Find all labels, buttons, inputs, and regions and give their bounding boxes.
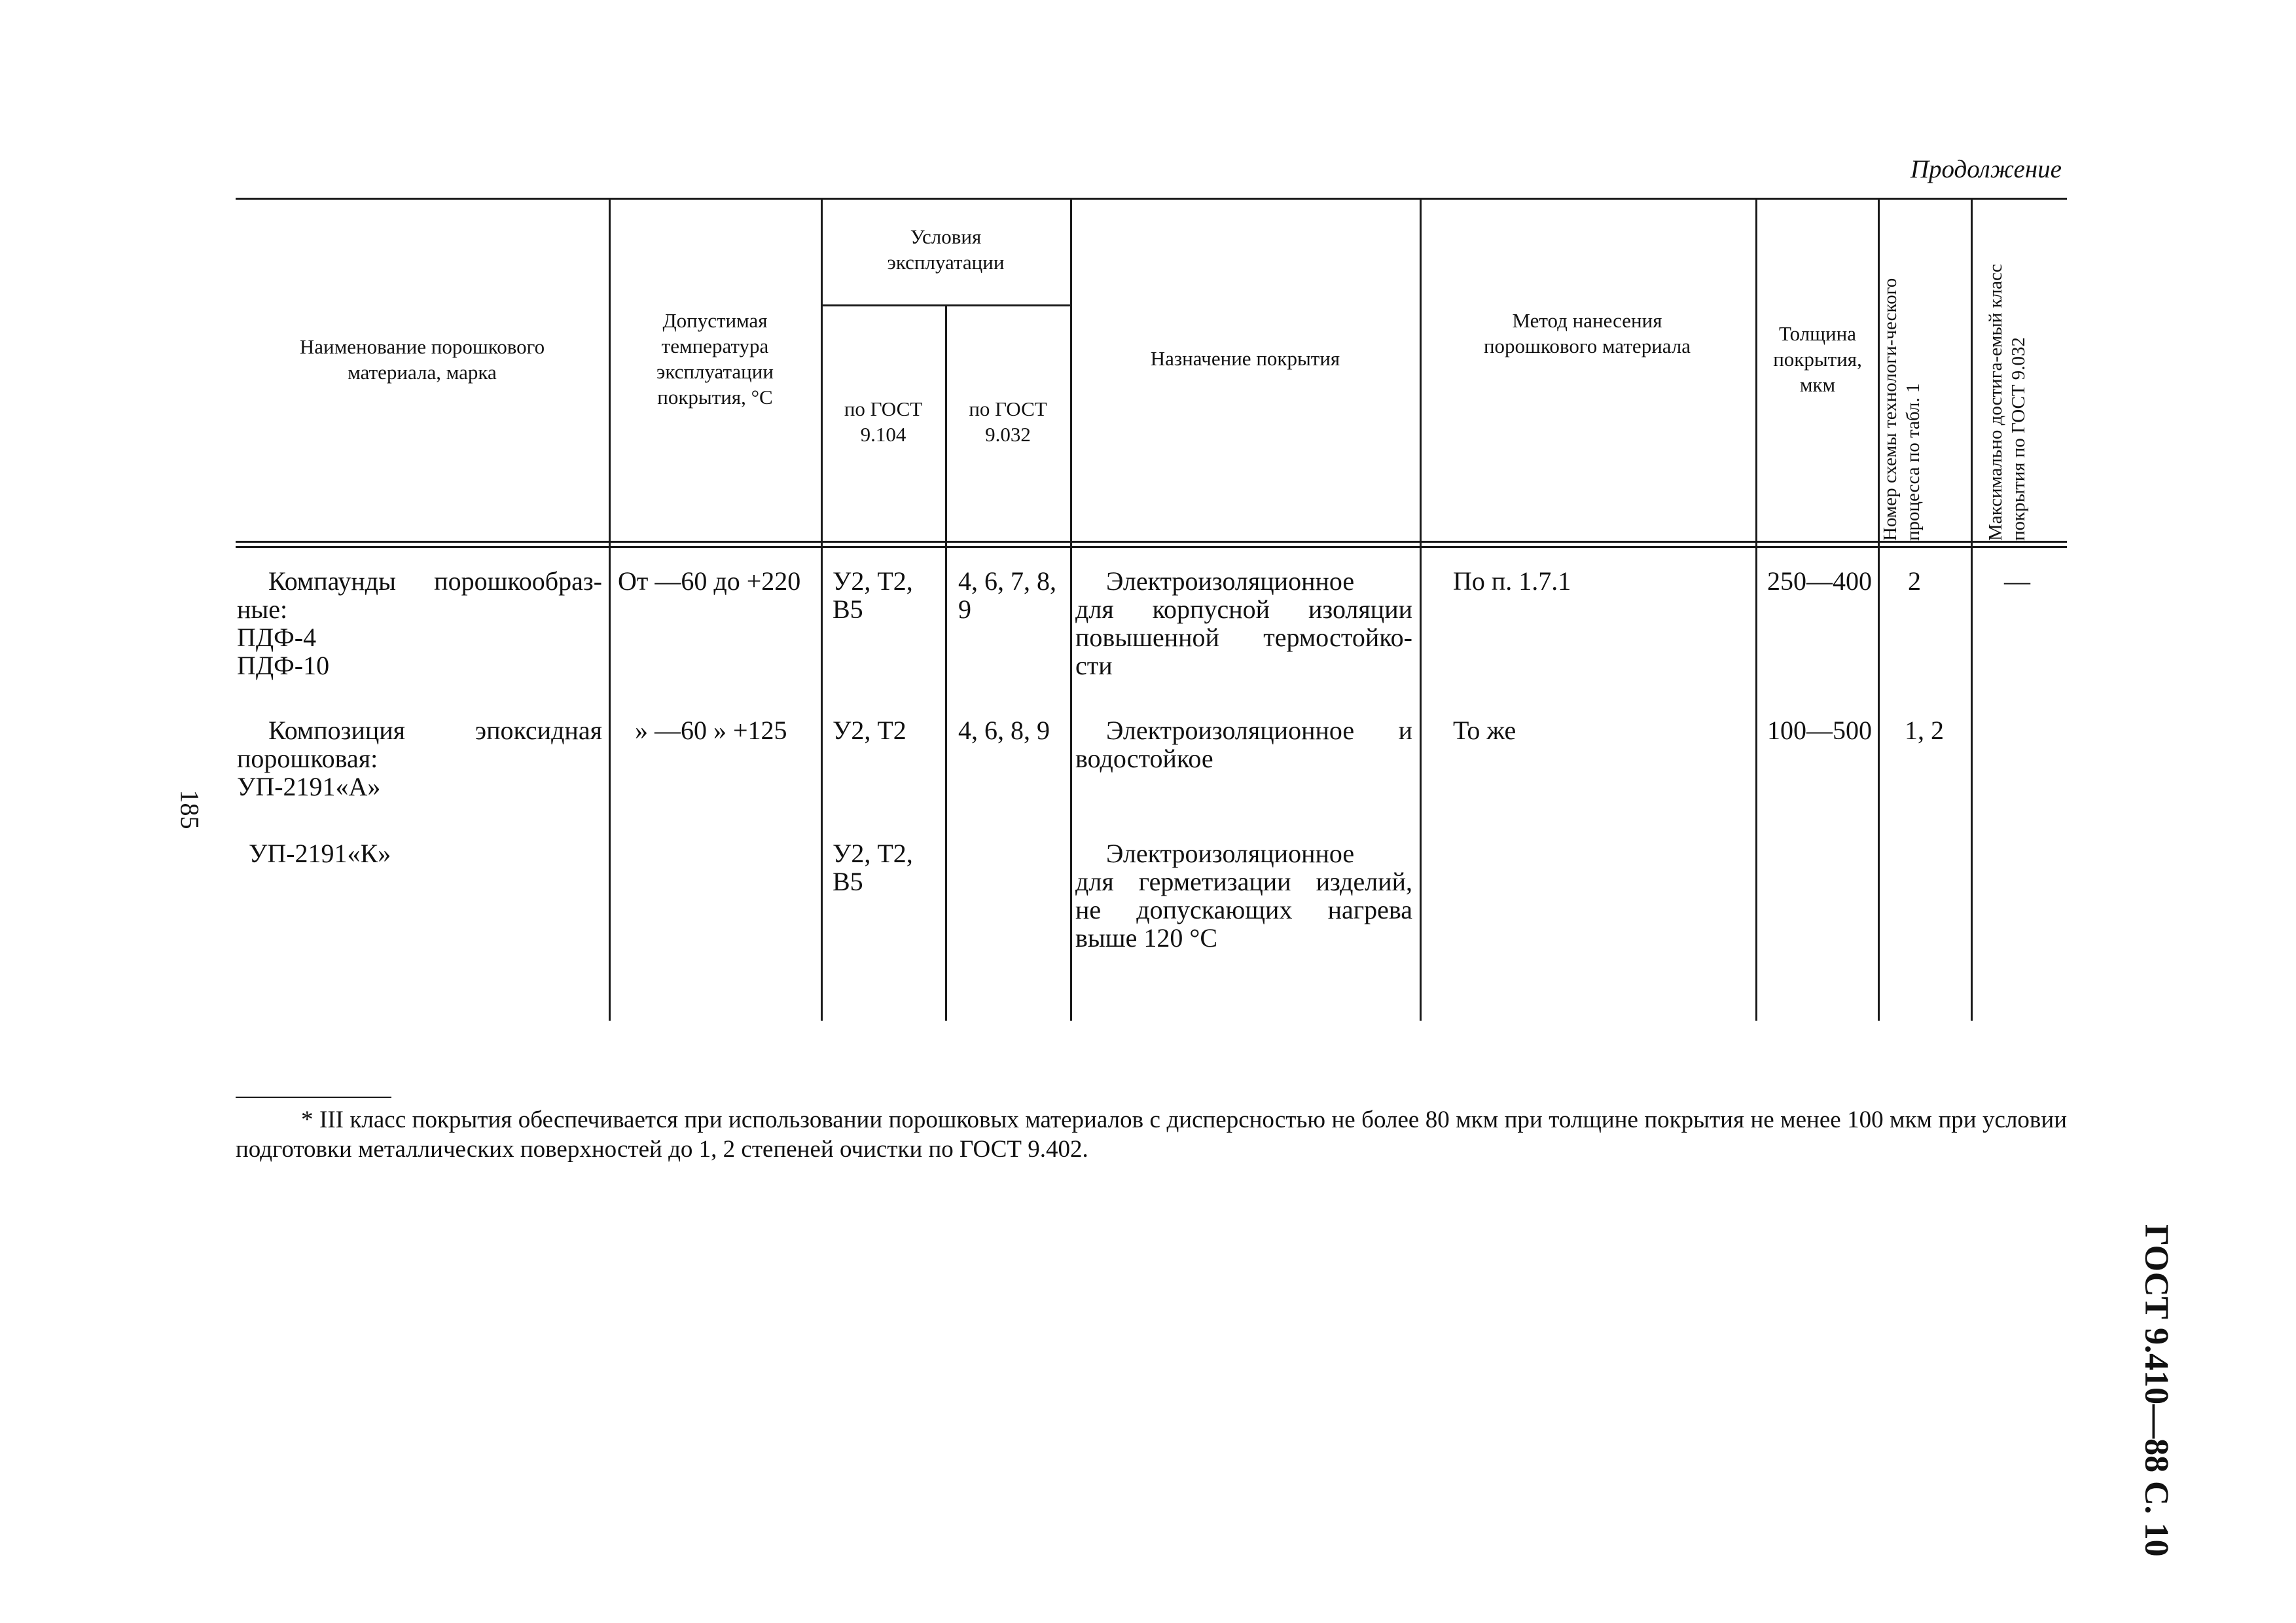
row2-gost-9032: 4, 6, 8, 9 [958, 716, 1050, 745]
row1-gost-9032-line1: 4, 6, 7, 8, [958, 566, 1056, 596]
header-purpose: Назначение покрытия [1150, 347, 1340, 370]
col-divider-1 [609, 198, 611, 1021]
row3-gost-9104-line1: У2, Т2, [833, 839, 913, 868]
row3-purpose-line4: выше 120 °С [1075, 923, 1217, 953]
footnote-rule [236, 1097, 391, 1098]
header-thickness: Толщина покрытия, мкм [1773, 322, 1862, 396]
row1-gost-9032-line2: 9 [958, 594, 971, 624]
row2-temperature: » —60 » +125 [635, 716, 787, 745]
row1-method: По п. 1.7.1 [1453, 566, 1571, 596]
row1-purpose-line3: повышенной термостойко- [1075, 623, 1412, 652]
col-divider-8 [1971, 198, 1973, 1021]
row1-thickness: 250—400 [1767, 566, 1872, 596]
row3-gost-9104-line2: В5 [833, 867, 863, 896]
row2-thickness: 100—500 [1767, 716, 1872, 745]
row1-gost-9104-line2: В5 [833, 594, 863, 624]
table-top-rule [236, 198, 2067, 200]
row1-purpose-line1: Электроизоляционное [1106, 566, 1355, 596]
continuation-label: Продолжение [1910, 155, 2062, 183]
row3-purpose-line3: не допускающих нагрева [1075, 895, 1412, 924]
row1-material-line2: ные: [237, 594, 288, 624]
row3-purpose-line2: для герметизации изделий, [1075, 867, 1412, 896]
footnote-text: * III класс покрытия обеспечивается при использовании порошковых материалов с дисперсностью не более 80 мкм при толщине покрытия не менее 100 мкм при условии подготовки металлических поверхностей до 1, 2 степеней очистки по ГОСТ 9.402. [236, 1106, 2067, 1163]
col-divider-4 [1070, 198, 1072, 1021]
col-divider-2 [821, 198, 823, 1021]
header-material: Наименование порошкового материала, марка [299, 335, 545, 384]
row2-gost-9104: У2, Т2 [833, 716, 906, 745]
header-conditions: Условия эксплуатации [887, 225, 1005, 274]
row3-material: УП-2191«К» [249, 839, 391, 868]
header-scheme: Номер схемы технологи-ческого процесса по табл. 1 [1880, 278, 1924, 541]
col-divider-5 [1420, 198, 1422, 1021]
row1-material-line4: ПДФ-10 [237, 651, 330, 680]
header-gost-9104: по ГОСТ 9.104 [844, 397, 923, 446]
header-bottom-rule-2 [236, 546, 2067, 548]
row3-purpose-line1: Электроизоляционное [1106, 839, 1355, 868]
row1-gost-9104-line1: У2, Т2, [833, 566, 913, 596]
row1-purpose-line4: сти [1075, 651, 1113, 680]
row1-material-line1: Компаунды порошкообраз- [268, 566, 602, 596]
row1-max-class: — [2004, 566, 2030, 596]
row2-purpose-line1: Электроизоляционное и [1106, 716, 1412, 745]
page-number: 185 [175, 790, 205, 830]
header-max-class: Максимально достига-емый класс покрытия по ГОСТ 9.032 [1985, 264, 2029, 541]
row1-purpose-line2: для корпусной изоляции [1075, 594, 1412, 624]
row2-scheme: 1, 2 [1905, 716, 1944, 745]
header-gost-9032: по ГОСТ 9.032 [969, 397, 1047, 446]
row2-method: То же [1453, 716, 1516, 745]
col-divider-3 [945, 304, 947, 1021]
running-head: ГОСТ 9.410—88 С. 10 [2138, 1224, 2175, 1557]
header-method: Метод нанесения порошкового материала [1483, 309, 1691, 357]
header-bottom-rule-1 [236, 541, 2067, 543]
row1-scheme: 2 [1908, 566, 1921, 596]
row2-material-line2: порошковая: [237, 744, 378, 773]
row2-material-line3: УП-2191«А» [237, 772, 381, 801]
row1-material-line3: ПДФ-4 [237, 623, 317, 652]
row2-material-line1: Композиция эпоксидная [268, 716, 602, 745]
row2-purpose-line2: водостойкое [1075, 744, 1213, 773]
header-temperature: Допустимая температура эксплуатации покрытия, °С [656, 309, 774, 409]
row1-temperature: От —60 до +220 [618, 566, 801, 596]
